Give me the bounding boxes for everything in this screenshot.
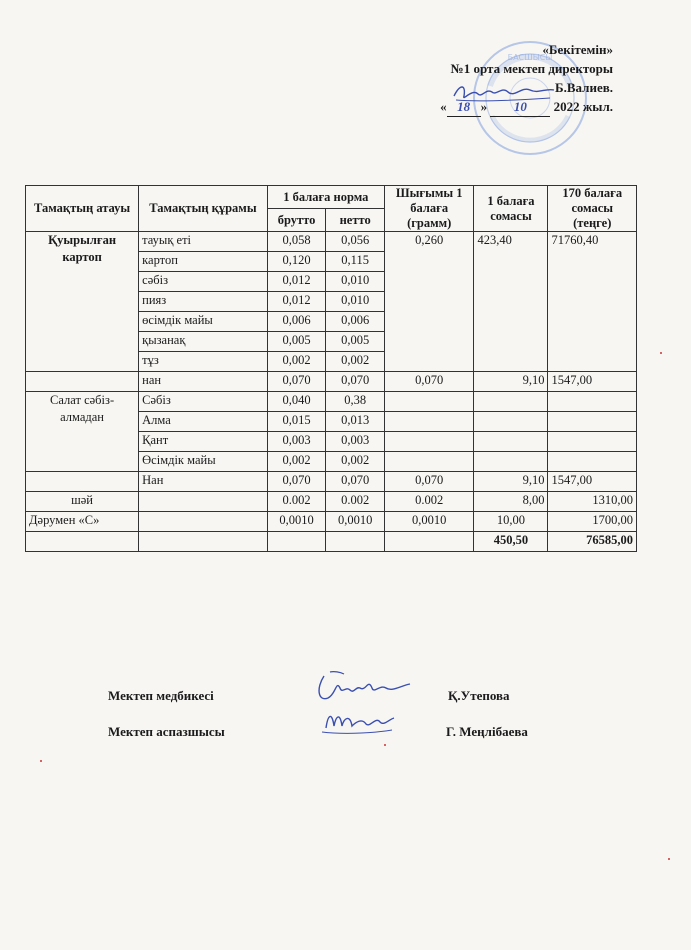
net-value: 0.002 <box>326 492 385 512</box>
header-net: нетто <box>326 209 385 232</box>
empty-cell <box>474 432 548 452</box>
net-value: 0,010 <box>326 272 385 292</box>
empty-cell <box>548 392 637 412</box>
empty-cell <box>474 412 548 432</box>
menu-table <box>25 185 637 552</box>
dish1-consumption: 0,260 <box>384 232 473 372</box>
approval-director: Б.Валиев. <box>555 80 613 95</box>
ingredient-name: Сәбіз <box>139 392 268 412</box>
gross-value: 0,005 <box>267 332 326 352</box>
empty-cell <box>384 412 473 432</box>
cook-name: Г. Меңлібаева <box>446 724 528 739</box>
gross-value: 0,120 <box>267 252 326 272</box>
tea-name: шәй <box>26 492 139 512</box>
gross-value: 0,015 <box>267 412 326 432</box>
gross-value: 0,0010 <box>267 512 326 532</box>
header-norm: 1 балаға норма <box>267 186 384 209</box>
total-sum-170: 76585,00 <box>548 532 637 552</box>
consumption-value: 0,070 <box>384 372 473 392</box>
ingredient-name: картоп <box>139 252 268 272</box>
scan-speck <box>384 744 386 746</box>
scan-speck <box>668 858 670 860</box>
nurse-role: Мектеп медбикесі <box>108 688 214 703</box>
empty-cell <box>26 472 139 492</box>
gross-value: 0,040 <box>267 392 326 412</box>
net-value: 0,38 <box>326 392 385 412</box>
dish1-name: Қуырылған картоп <box>26 232 139 372</box>
ingredient-name: нан <box>139 372 268 392</box>
ingredient-name: Нан <box>139 472 268 492</box>
net-value: 0,005 <box>326 332 385 352</box>
net-value: 0,115 <box>326 252 385 272</box>
empty-cell <box>326 532 385 552</box>
sum-170-value: 1547,00 <box>548 372 637 392</box>
ingredient-name: сәбіз <box>139 272 268 292</box>
empty-cell <box>548 412 637 432</box>
empty-cell <box>139 532 268 552</box>
header-name: Тамақтың атауы <box>26 186 139 232</box>
empty-cell <box>474 392 548 412</box>
scan-speck <box>660 352 662 354</box>
gross-value: 0,058 <box>267 232 326 252</box>
ingredient-name: өсімдік майы <box>139 312 268 332</box>
vitamin-name: Дәрумен «С» <box>26 512 139 532</box>
empty-cell <box>384 432 473 452</box>
sum-one-value: 10,00 <box>474 512 548 532</box>
dish1-sum-one: 423,40 <box>474 232 548 372</box>
empty-cell <box>384 392 473 412</box>
date-month: 10 <box>490 97 550 117</box>
date-day: 18 <box>447 97 481 117</box>
net-value: 0,056 <box>326 232 385 252</box>
nurse-signature <box>310 668 415 708</box>
svg-text:БАСШЫСЫ: БАСШЫСЫ <box>507 53 553 62</box>
dish2-name: Салат сәбіз-алмадан <box>26 392 139 472</box>
header-sum-one: 1 балаға сомасы <box>474 186 548 232</box>
gross-value: 0.002 <box>267 492 326 512</box>
table-row <box>26 232 637 252</box>
sum-one-value: 9,10 <box>474 472 548 492</box>
empty-cell <box>548 432 637 452</box>
approval-date: « 18 » 10 2022 жыл. <box>353 97 613 117</box>
table-row-total <box>26 532 637 552</box>
net-value: 0,013 <box>326 412 385 432</box>
sum-170-value: 1310,00 <box>548 492 637 512</box>
header-gross: брутто <box>267 209 326 232</box>
ingredient-name: Өсімдік майы <box>139 452 268 472</box>
net-value: 0,003 <box>326 432 385 452</box>
sum-one-value: 8,00 <box>474 492 548 512</box>
empty-cell <box>139 492 268 512</box>
empty-cell <box>139 512 268 532</box>
cook-signature <box>318 704 398 738</box>
sum-170-value: 1547,00 <box>548 472 637 492</box>
table-row <box>26 512 637 532</box>
sum-one-value: 9,10 <box>474 372 548 392</box>
approval-title: «Бекітемін» <box>542 42 613 57</box>
table-row <box>26 472 637 492</box>
nurse-name: Қ.Утепова <box>448 688 510 703</box>
ingredient-name: пияз <box>139 292 268 312</box>
table-row <box>26 372 637 392</box>
date-year: 2022 жыл. <box>553 99 613 114</box>
empty-cell <box>548 452 637 472</box>
net-value: 0,070 <box>326 372 385 392</box>
header-composition: Тамақтың құрамы <box>139 186 268 232</box>
ingredient-name: тауық еті <box>139 232 268 252</box>
consumption-value: 0,070 <box>384 472 473 492</box>
empty-cell <box>26 532 139 552</box>
table-row <box>26 492 637 512</box>
net-value: 0,002 <box>326 352 385 372</box>
net-value: 0,002 <box>326 452 385 472</box>
gross-value: 0,012 <box>267 272 326 292</box>
net-value: 0,070 <box>326 472 385 492</box>
net-value: 0,0010 <box>326 512 385 532</box>
scan-speck <box>40 760 42 762</box>
approval-block <box>353 40 613 117</box>
empty-cell <box>384 532 473 552</box>
gross-value: 0,002 <box>267 452 326 472</box>
gross-value: 0,070 <box>267 372 326 392</box>
gross-value: 0,006 <box>267 312 326 332</box>
gross-value: 0,002 <box>267 352 326 372</box>
empty-cell <box>26 372 139 392</box>
dish1-sum-170: 71760,40 <box>548 232 637 372</box>
total-sum-one: 450,50 <box>474 532 548 552</box>
net-value: 0,010 <box>326 292 385 312</box>
sum-170-value: 1700,00 <box>548 512 637 532</box>
net-value: 0,006 <box>326 312 385 332</box>
approval-position: №1 орта мектеп директоры <box>450 61 613 76</box>
empty-cell <box>267 532 326 552</box>
ingredient-name: тұз <box>139 352 268 372</box>
gross-value: 0,003 <box>267 432 326 452</box>
header-sum-170: 170 балаға сомасы (теңге) <box>548 186 637 232</box>
consumption-value: 0.002 <box>384 492 473 512</box>
ingredient-name: Қант <box>139 432 268 452</box>
table-row <box>26 392 637 412</box>
ingredient-name: Алма <box>139 412 268 432</box>
ingredient-name: қызанақ <box>139 332 268 352</box>
gross-value: 0,070 <box>267 472 326 492</box>
empty-cell <box>384 452 473 472</box>
empty-cell <box>474 452 548 472</box>
header-consumption: Шығымы 1 балаға (грамм) <box>384 186 473 232</box>
gross-value: 0,012 <box>267 292 326 312</box>
consumption-value: 0,0010 <box>384 512 473 532</box>
cook-role: Мектеп аспазшысы <box>108 724 225 739</box>
